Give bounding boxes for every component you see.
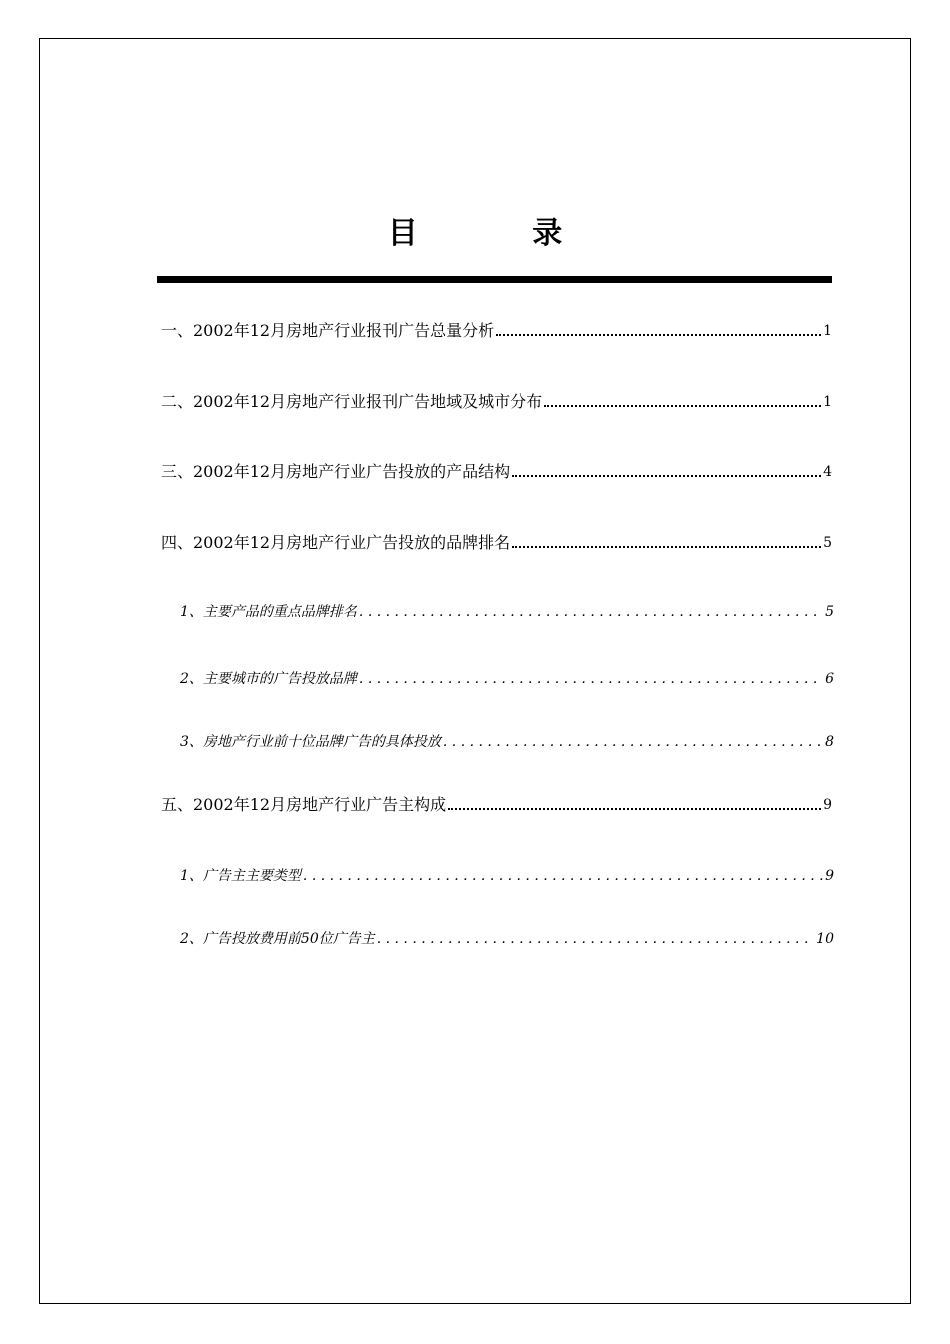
toc-entry-label: 二、2002年12月房地产行业报刊广告地域及城市分布 bbox=[161, 392, 543, 411]
toc-entry-label: 五、2002年12月房地产行业广告主构成 bbox=[161, 795, 447, 814]
toc-entry-4-3[interactable] bbox=[180, 731, 834, 753]
toc-leader bbox=[544, 405, 821, 407]
toc-leader bbox=[359, 668, 823, 690]
toc-entry-4-1[interactable] bbox=[180, 601, 834, 623]
toc-entry-label: 3、房地产行业前十位品牌广告的具体投放 bbox=[180, 734, 441, 750]
toc-page-number: 4 bbox=[823, 464, 832, 480]
toc-entry-4-2[interactable] bbox=[180, 668, 834, 690]
toc-page-number: 10 bbox=[816, 931, 834, 947]
toc-leader bbox=[512, 475, 821, 477]
toc-entry-label: 三、2002年12月房地产行业广告投放的产品结构 bbox=[161, 462, 511, 481]
toc-entry-5[interactable] bbox=[161, 794, 832, 816]
toc-leader bbox=[496, 334, 821, 336]
toc-entry-label: 1、广告主主要类型 bbox=[180, 868, 301, 884]
toc-leader bbox=[359, 601, 823, 623]
toc-entry-4[interactable] bbox=[161, 532, 832, 554]
toc-entry-label: 四、2002年12月房地产行业广告投放的品牌排名 bbox=[161, 533, 511, 552]
toc-entry-label: 2、广告投放费用前50位广告主 bbox=[180, 931, 375, 947]
toc-page-number: 9 bbox=[825, 868, 834, 884]
toc-entry-1[interactable] bbox=[161, 320, 832, 342]
toc-leader bbox=[303, 865, 823, 887]
toc-page-number: 1 bbox=[823, 323, 832, 339]
toc-page-number: 1 bbox=[823, 394, 832, 410]
toc-page-number: 5 bbox=[825, 604, 834, 620]
toc-page-number: 8 bbox=[825, 734, 834, 750]
toc-page-number: 5 bbox=[823, 535, 832, 551]
page-title: 目 录 bbox=[387, 216, 615, 251]
toc-leader bbox=[377, 928, 814, 950]
toc-page-number: 6 bbox=[825, 671, 834, 687]
toc-leader bbox=[448, 808, 821, 810]
toc-entry-3[interactable] bbox=[161, 461, 832, 483]
toc-entry-label: 2、主要城市的广告投放品牌 bbox=[180, 671, 357, 687]
toc-leader bbox=[443, 731, 823, 753]
toc-entry-2[interactable] bbox=[161, 391, 832, 413]
toc-page-number: 9 bbox=[823, 797, 832, 813]
toc-leader bbox=[512, 546, 821, 548]
title-rule bbox=[157, 276, 832, 283]
toc-entry-5-1[interactable] bbox=[180, 865, 834, 887]
toc-entry-label: 1、主要产品的重点品牌排名 bbox=[180, 604, 357, 620]
toc-entry-label: 一、2002年12月房地产行业报刊广告总量分析 bbox=[161, 321, 495, 340]
toc-entry-5-2[interactable] bbox=[180, 928, 834, 950]
